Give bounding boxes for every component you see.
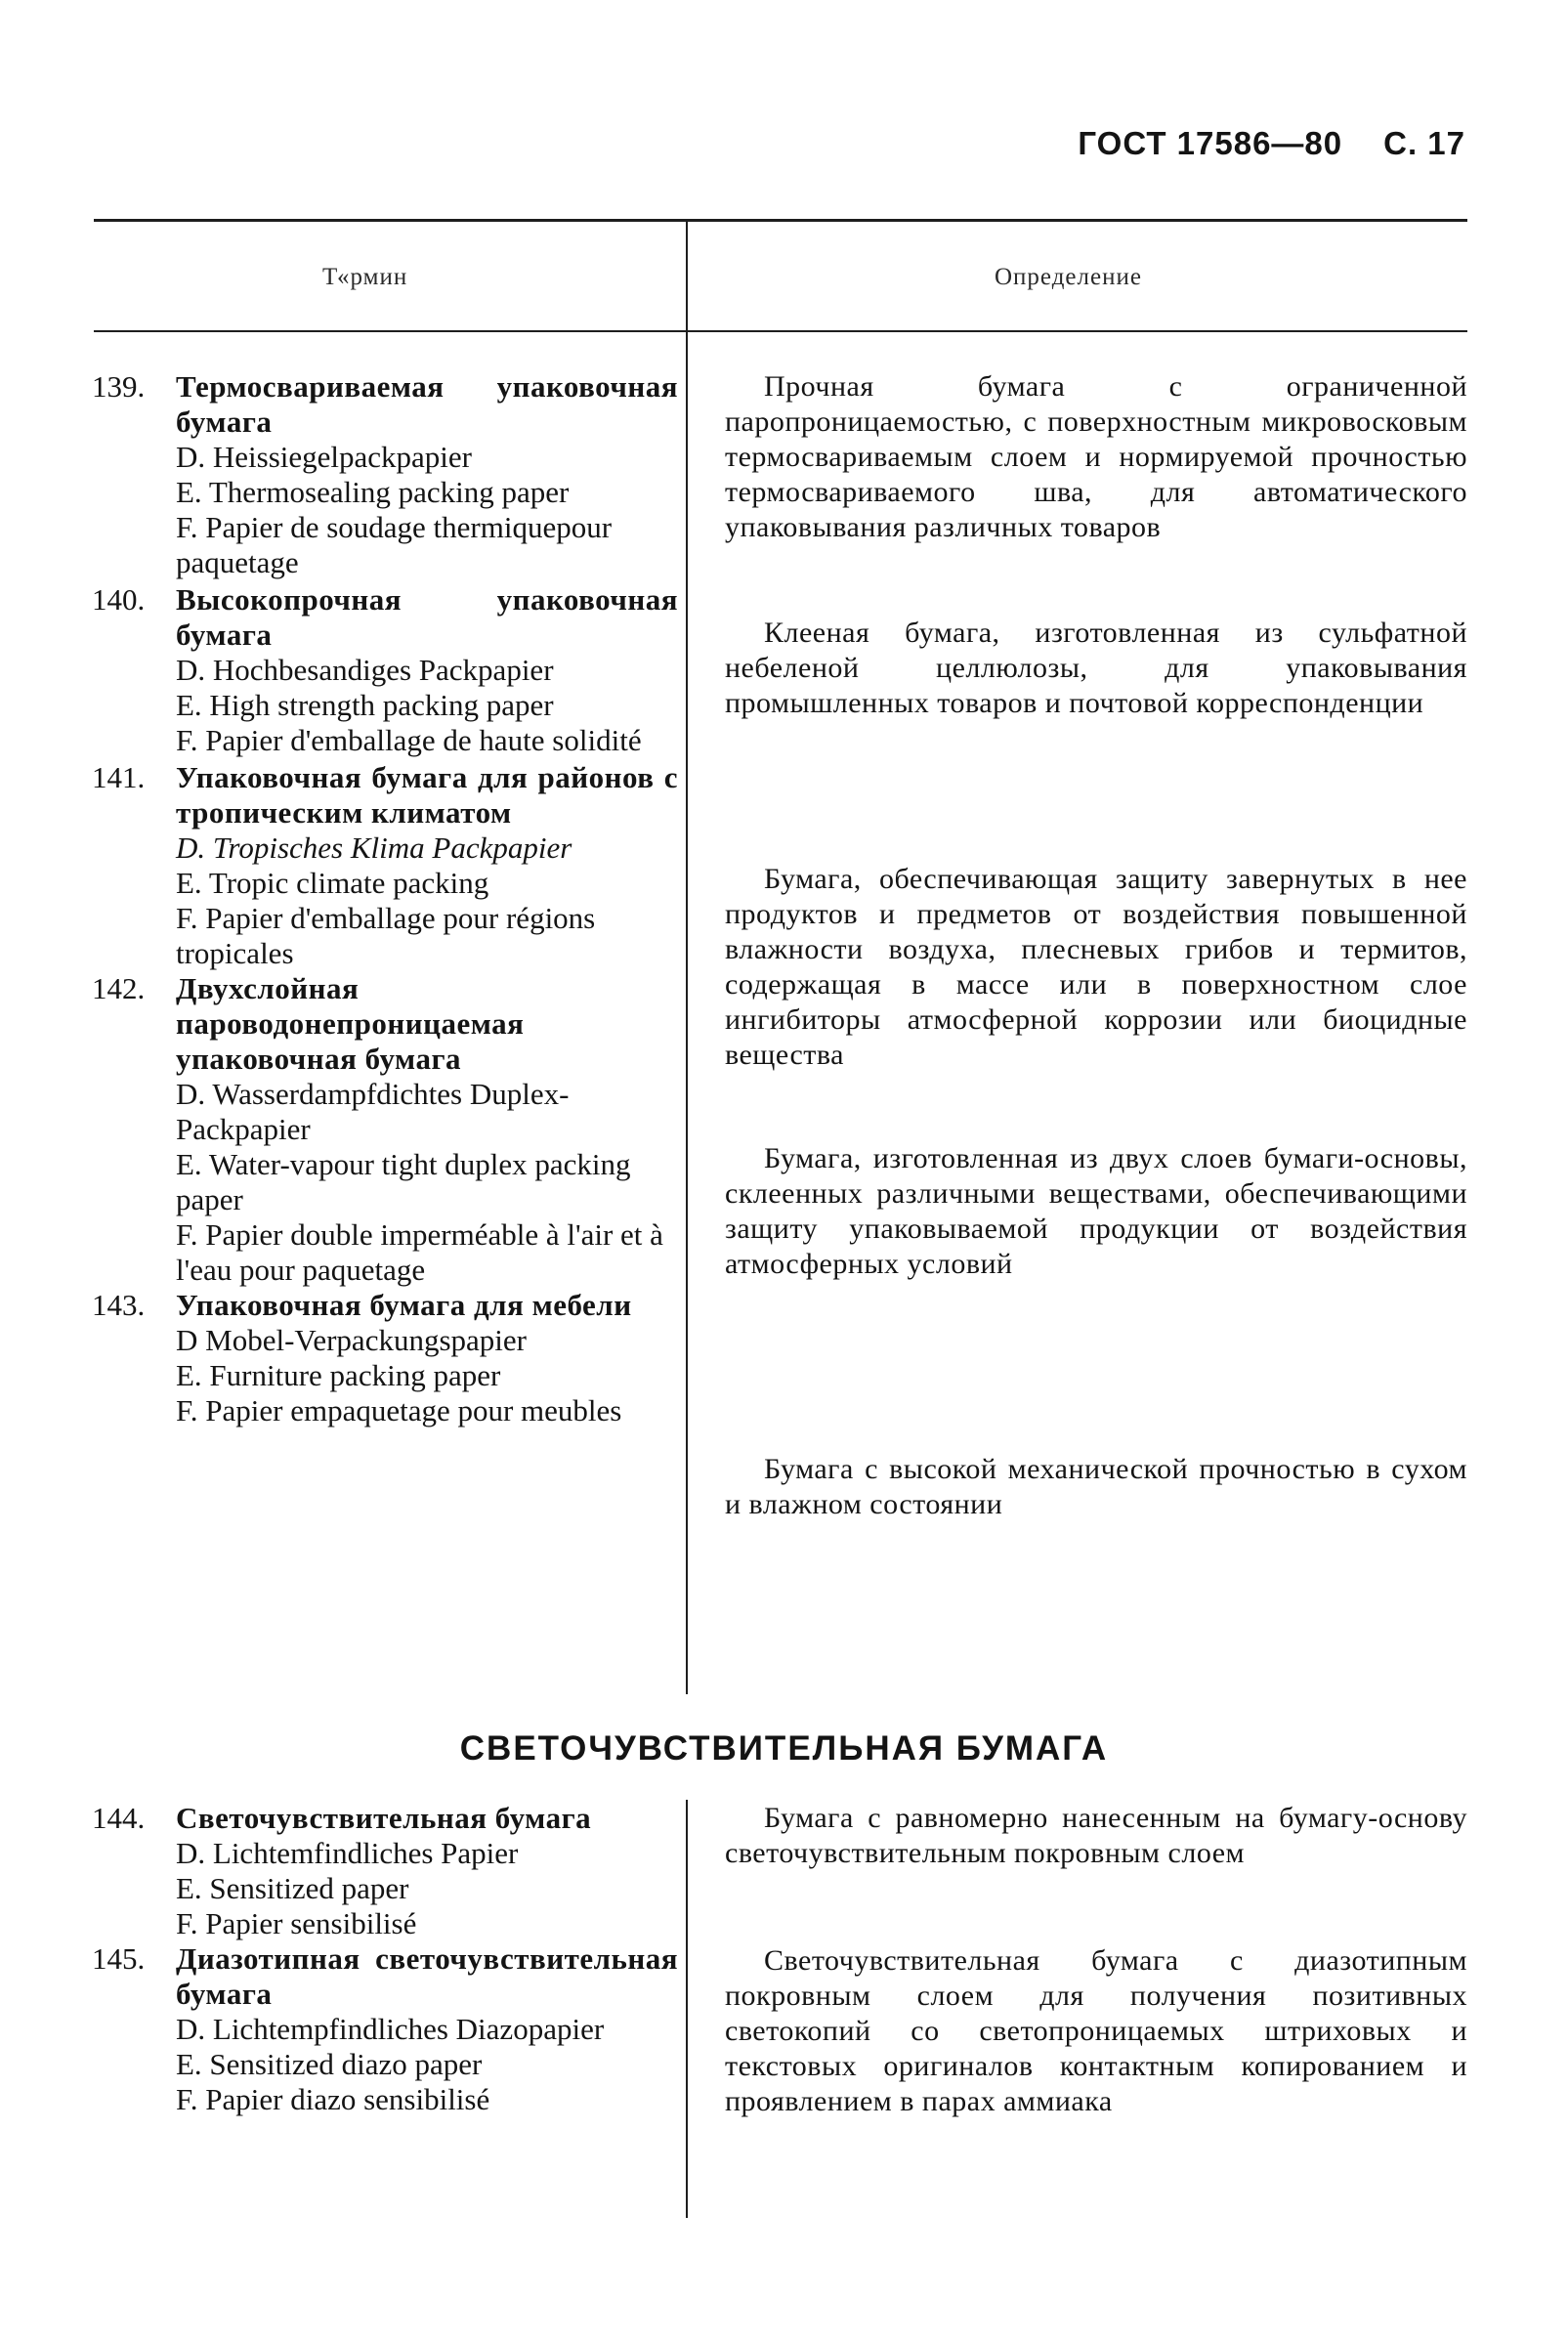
table-header-rule xyxy=(94,330,1467,332)
term-fr xyxy=(176,1906,678,1941)
entry-number: 139. xyxy=(92,369,146,404)
term-en xyxy=(176,2047,678,2082)
term-de-text: D. Wasserdampfdichtes Duplex-Packpapier xyxy=(176,1077,570,1146)
term-fr-text: F. Papier double imperméable à l'air et à l'eau pour paquetage xyxy=(176,1217,663,1287)
definition-142: Бумага, изготовленная из двух слоев бумаги-основы, склеенных различными веществами, обеспечивающими защиту упаковываемой продукции от воздействия атмосферных условий xyxy=(725,1142,1467,1280)
term-de xyxy=(176,1323,678,1358)
term-en-text: E. Thermosealing packing paper xyxy=(176,475,570,509)
term-ru: Термосвариваемая упаковочная бумага xyxy=(176,369,678,439)
definition-column-heading: Определение xyxy=(995,264,1142,290)
term-entry-145 xyxy=(92,1941,678,2117)
term-fr xyxy=(176,1217,678,1288)
term-ru: Двухслойная пароводонепроницаемая упаковочная бумага xyxy=(176,971,525,1076)
term-fr xyxy=(176,1393,678,1428)
table-top-rule xyxy=(94,219,1467,222)
term-en xyxy=(176,475,678,510)
term-de-text: D. Heissiegelpackpapier xyxy=(176,440,472,474)
definition-141: Бумага, обеспечивающая защиту завернутых в нее продуктов и предметов от воздействия повышенной влажности воздуха, плесневых грибов и термитов, содержащая в массе или в поверхностном слое ингибиторы атмосферной коррозии или биоцидные вещества xyxy=(725,863,1467,1071)
term-entry-142 xyxy=(92,971,678,1288)
term-en xyxy=(176,866,678,901)
term-ru: Упаковочная бумага для районов с тропическим климатом xyxy=(176,760,678,830)
entry-number: 144. xyxy=(92,1801,146,1835)
term-en xyxy=(176,1871,678,1906)
column-divider-top xyxy=(686,219,688,1694)
term-de-text: D. Hochbesandiges Packpapier xyxy=(176,653,554,687)
term-de-text: D. Tropisches Klima Packpapier xyxy=(176,831,572,865)
term-en xyxy=(176,1147,678,1217)
term-en-text: E. High strength packing paper xyxy=(176,688,554,722)
term-entry-141 xyxy=(92,760,678,971)
term-fr xyxy=(176,510,678,580)
term-entry-139 xyxy=(92,369,678,580)
term-ru: Упаковочная бумага для мебели xyxy=(176,1288,632,1322)
term-ru: Диазотипная светочувствительная бумага xyxy=(176,1941,678,2011)
term-en-text: E. Furniture packing paper xyxy=(176,1358,501,1392)
term-fr xyxy=(176,723,678,758)
term-entry-143 xyxy=(92,1288,678,1428)
term-fr-text: F. Papier d'emballage de haute solidité xyxy=(176,723,642,757)
definition-144: Бумага с равномерно нанесенным на бумагу-основу светочувствительным покровным слоем xyxy=(725,1802,1467,1869)
term-de xyxy=(176,1836,678,1871)
term-en-text: E. Tropic climate packing xyxy=(176,866,489,900)
entry-number: 145. xyxy=(92,1941,146,1976)
term-de-text: D. Lichtempfindliches Diazopapier xyxy=(176,2012,605,2046)
page-number: С. 17 xyxy=(1383,125,1465,161)
term-en xyxy=(176,688,678,723)
page-header xyxy=(1078,125,1465,162)
term-de xyxy=(176,2012,678,2047)
definition-140: Клееная бумага, изготовленная из сульфатной небеленой целлюлозы, для упаковывания промышленных товаров и почтовой корреспонденции xyxy=(725,617,1467,719)
term-de-text: D Mobel-Verpackungspapier xyxy=(176,1323,527,1357)
definition-143: Бумага с высокой механической прочностью в сухом и влажном состоянии xyxy=(725,1453,1467,1520)
term-ru: Высокопрочная упаковочная бумага xyxy=(176,582,678,652)
term-fr-text: F. Papier empaquetage pour meubles xyxy=(176,1393,622,1427)
term-de xyxy=(176,1077,678,1147)
term-fr xyxy=(176,2082,678,2117)
term-column-heading: Т«рмин xyxy=(322,264,408,290)
term-en-text: E. Sensitized paper xyxy=(176,1871,409,1905)
entry-number: 143. xyxy=(92,1288,146,1322)
term-en xyxy=(176,1358,678,1393)
term-list-photosensitive xyxy=(92,1801,678,2117)
term-list-packing xyxy=(92,369,678,1428)
definition-139: Прочная бумага с ограниченной паропроницаемостью, с поверхностным микровосковым термосвариваемым слоем и нормируемой прочностью термосвариваемого шва, для автоматического упаковывания различных товаров xyxy=(725,370,1467,543)
section-title: СВЕТОЧУВСТВИТЕЛЬНАЯ БУМАГА xyxy=(459,1729,1109,1768)
term-ru: Светочувствительная бумага xyxy=(176,1801,592,1835)
term-de xyxy=(176,653,678,688)
entry-number: 140. xyxy=(92,582,146,617)
column-divider-bottom xyxy=(686,1800,688,2218)
term-de xyxy=(176,831,678,866)
term-fr-text: F. Papier sensibilisé xyxy=(176,1906,417,1940)
term-fr-text: F. Papier diazo sensibilisé xyxy=(176,2082,490,2116)
standard-number: ГОСТ 17586—80 xyxy=(1078,125,1343,161)
term-en-text: E. Sensitized diazo paper xyxy=(176,2047,483,2081)
term-fr-text: F. Papier d'emballage pour régions tropicales xyxy=(176,901,596,970)
entry-number: 141. xyxy=(92,760,146,794)
term-entry-144 xyxy=(92,1801,678,1941)
entry-number: 142. xyxy=(92,971,146,1005)
term-en-text: E. Water-vapour tight duplex packing paper xyxy=(176,1147,631,1216)
term-entry-140 xyxy=(92,582,678,758)
term-fr-text: F. Papier de soudage thermiquepour paquetage xyxy=(176,510,613,579)
term-de xyxy=(176,440,678,475)
term-fr xyxy=(176,901,678,971)
term-de-text: D. Lichtemfindliches Papier xyxy=(176,1836,519,1870)
definition-145: Светочувствительная бумага с диазотипным покровным слоем для получения позитивных светокопий со светопроницаемых штриховых и текстовых оригиналов контактным копированием и проявлением в парах аммиака xyxy=(725,1944,1467,2117)
